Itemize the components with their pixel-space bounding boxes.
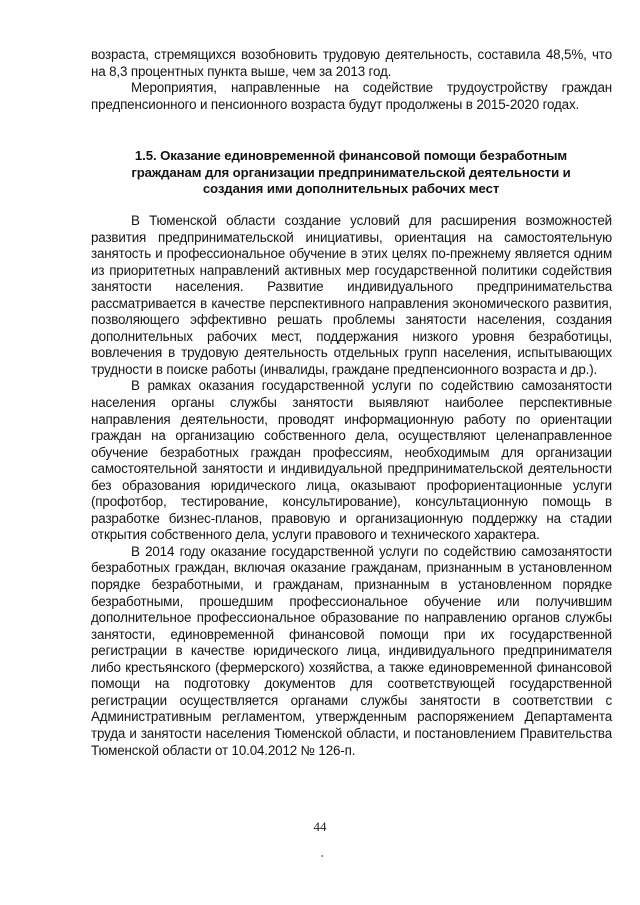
- scan-speck: [321, 855, 323, 857]
- section-heading: 1.5. Оказание единовременной финансовой помощи безработным гражданам для организации предпринимательской деятельности и создания ими дополнительных рабочих мест: [131, 148, 571, 197]
- paragraph-measures: Мероприятия, направленные на содействие трудоустройству граждан предпенсионного и пенсионного возраста будут продолжены в 2015-2020 годах.: [91, 80, 612, 112]
- section-body: [91, 213, 612, 759]
- intro-text: [91, 47, 612, 113]
- paragraph-2014: В 2014 году оказание государственной услуги по содействию самозанятости безработных граждан, включая оказание гражданам, признанным в установленном порядке безработными, и гражданам, признанным в установленном порядке безработными, прошедшим профессиональное обучение или получившим дополнительное профессиональное образование по направлению органов службы занятости, единовременной финансовой помощи при их государственной регистрации в качестве юридического лица, индивидуального предпринимателя либо крестьянского (фермерского) хозяйства, а также единовременной финансовой помощи на подготовку документов для соответствующей государственной регистрации осуществляется органами службы занятости в соответствии с Административным регламентом, утвержденным распоряжением Департамента труда и занятости населения Тюменской области, и постановлением Правительства Тюменской области от 10.04.2012 № 126-п.: [91, 543, 612, 758]
- paragraph-continuation: возраста, стремящихся возобновить трудовую деятельность, составила 48,5%, что на 8,3 процентных пункта выше, чем за 2013 год.: [91, 47, 612, 79]
- page-number: 44: [313, 819, 327, 834]
- paragraph-conditions: В Тюменской области создание условий для расширения возможностей развития предпринимательской инициативы, ориентация на самостоятельную занятость и профессиональное обучение в этих целях по-прежнему является одним из приоритетных направлений активных мер государственной политики содействия занятости населения. Развитие индивидуального предпринимательства рассматривается в качестве перспективного направления экономического развития, позволяющего эффективно решать проблемы занятости населения, создания дополнительных рабочих мест, поддержания низкого уровня безработицы, вовлечения в трудовую деятельность отдельных групп населения, испытывающих трудности в поиске работы (инвалиды, граждане предпенсионного возраста и др.).: [91, 213, 612, 377]
- paragraph-services: В рамках оказания государственной услуги по содействию самозанятости населения органы службы занятости выявляют наиболее перспективные направления деятельности, проводят информационную работу по ориентации граждан на организацию собственного дела, осуществляют целенаправленное обучение безработных граждан профессиям, необходимым для организации самостоятельной занятости и индивидуальной предпринимательской деятельности без образования юридического лица, оказывают профориентационные услуги (профотбор, тестирование, консультирование), консультационную помощь в разработке бизнес-планов, правовую и организационную поддержку на стадии открытия собственного дела, услуги правового и технического характера.: [91, 378, 612, 543]
